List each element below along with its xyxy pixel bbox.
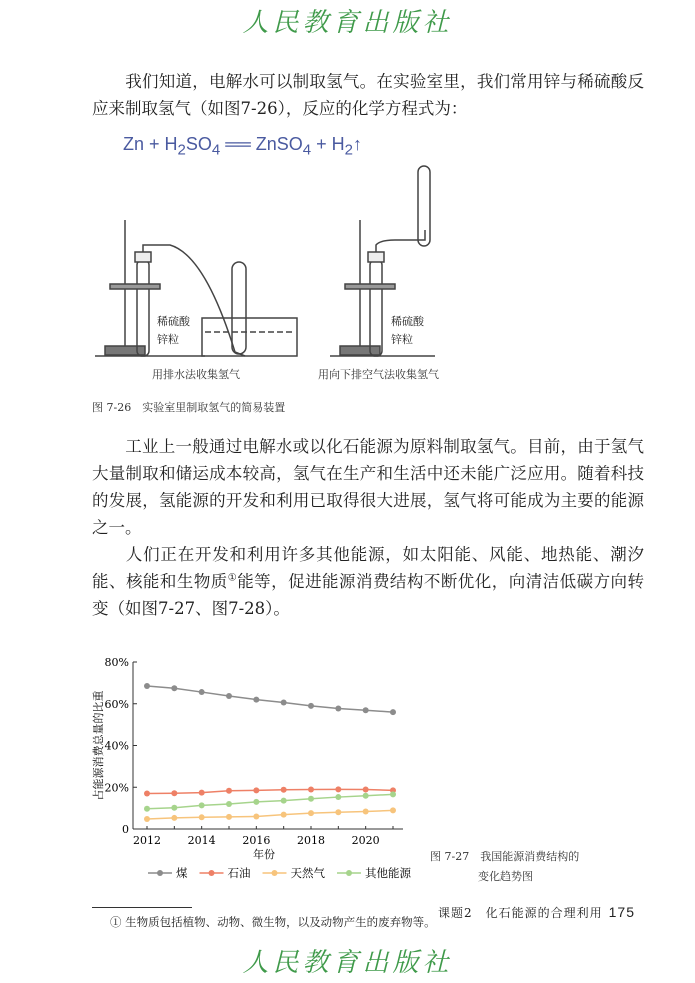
data-point [308,796,314,802]
chapter-title: 课题2 化石能源的合理利用 [438,906,603,920]
data-point [390,791,396,797]
publisher-logo-bottom: 人民教育出版社 [242,948,453,978]
footnote: ① 生物质包括植物、动物、微生物，以及动物产生的废弃物等。 [110,915,436,929]
data-point [390,709,396,715]
data-point [281,798,287,804]
data-point [171,790,177,796]
page-number: 175 [608,904,635,920]
page-footer [438,904,635,921]
y-tick-label: 0 [122,823,129,836]
x-tick-label: 2014 [187,834,216,847]
legend-label: 其他能源 [365,866,411,880]
data-point [226,788,232,794]
series-line-天然气 [147,810,393,819]
series-line-石油 [147,789,393,793]
legend-label: 石油 [227,866,251,880]
data-point [199,814,205,820]
data-point [308,703,314,709]
data-point [226,801,232,807]
footnote-divider [92,907,192,908]
paragraph-text: 能等，促进能源消费结构不断优化，向清洁低碳方向转变（如图7-27、图7-28）。 [92,572,645,618]
data-point [144,816,150,822]
data-point [281,812,287,818]
y-tick-label: 60% [104,697,129,711]
legend-marker [272,870,278,876]
data-point [144,806,150,812]
data-point [199,802,205,808]
data-point [226,814,232,820]
paragraph-1 [92,68,644,122]
data-point [363,787,369,793]
left-apparatus-caption: 用排水法收集氢气 [152,368,240,381]
data-point [199,790,205,796]
figure-7-27 [92,652,644,887]
data-point [253,787,259,793]
x-tick-label: 2016 [242,834,271,847]
data-point [171,805,177,811]
figure-7-26-caption: 图 7-26 实验室里制取氢气的简易装置 [92,401,286,414]
paragraph-text: 工业上一般通过电解水或以化石能源为原料制取氢气。目前，由于氢气大量制取和储运成本较高，氢气在生产和生活中还未能广泛应用。随着科技的发展，氢能源的开发和利用已取得很大进展，氢气将可能成为主要的能源之一。 [92,437,644,537]
y-axis-label: 占能源消费总量的比重 [92,690,105,801]
paragraph-2 [92,433,644,541]
data-point [281,699,287,705]
series-line-其他能源 [147,794,393,808]
data-point [335,786,341,792]
right-apparatus-caption: 用向下排空气法收集氢气 [318,368,439,381]
paragraph-text: 人们正在开发和利用许多其他能源，如太阳能、风能、地热能、潮汐能、核能和生物质 [92,545,644,591]
legend-marker [209,870,215,876]
y-tick-label: 40% [104,739,129,753]
data-point [226,693,232,699]
legend-label: 煤 [176,866,188,880]
apparatus-diagram [95,160,475,360]
data-point [308,787,314,793]
y-tick-label: 80% [104,656,129,669]
x-tick-label: 2018 [297,834,325,847]
data-point [199,689,205,695]
data-point [335,794,341,800]
data-point [253,697,259,703]
chemical-equation: $Zn + H_2SO_4$ ══ ZnSO$_4$ + $H_2↑$ [123,134,362,159]
body-section [92,433,644,930]
paragraph-text: 我们知道，电解水可以制取氢气。在实验室里，我们常用锌与稀硫酸反应来制取氢气（如图7-26），反应的化学方程式为： [92,72,644,118]
label-dilute-sulfuric-acid: 稀硫酸 [157,315,190,328]
paragraph-3 [92,541,644,622]
data-point [308,810,314,816]
label-zinc-granules: 锌粒 [391,333,413,346]
series-line-煤 [147,686,393,712]
data-point [144,791,150,797]
intro-section [92,68,644,163]
legend-marker [157,870,163,876]
data-point [281,787,287,793]
data-point [390,807,396,813]
legend-marker [346,870,352,876]
data-point [335,706,341,712]
x-axis-label: 年份 [253,848,275,861]
data-point [253,813,259,819]
data-point [253,799,259,805]
data-point [363,808,369,814]
publisher-logo: 人民教育出版社 [242,8,453,38]
energy-consumption-chart [90,652,420,887]
x-tick-label: 2020 [351,834,380,847]
footnote-marker[interactable]: ① [227,572,238,584]
data-point [363,793,369,799]
x-tick-label: 2012 [133,834,161,847]
label-dilute-sulfuric-acid: 稀硫酸 [391,315,424,328]
data-point [171,815,177,821]
y-tick-label: 20% [104,781,129,795]
data-point [363,707,369,713]
legend-label: 天然气 [290,866,325,880]
label-zinc-granules: 锌粒 [157,333,179,346]
data-point [144,683,150,689]
data-point [335,809,341,815]
figure-7-27-caption: 图 7-27 我国能源消费结构的 变化趋势图 [430,850,580,883]
data-point [171,685,177,691]
